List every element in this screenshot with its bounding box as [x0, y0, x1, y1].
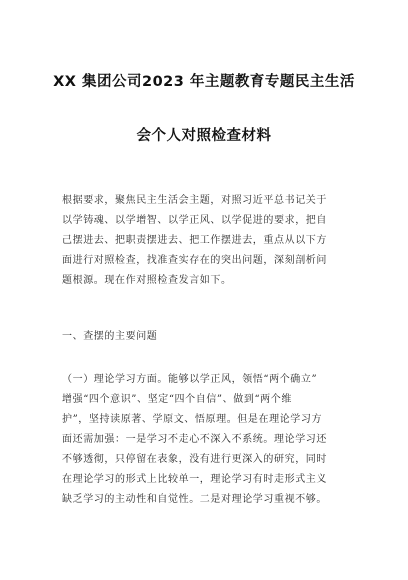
intro-line: 己摆进去、把职责摆进去、把工作摆进去，重点从以下方 [62, 235, 327, 246]
section1-line: 面还需加强：一是学习不走心不深入不系统。理论学习还 [62, 434, 327, 445]
intro-line: 题根源。现在作对照检查发言如下。 [62, 275, 232, 286]
intro-line: 根据要求，聚焦民主生活会主题，对照习近平总书记关于 [62, 195, 327, 206]
intro-line: 面进行对照检查，找准查实存在的突出问题，深刻剖析问 [62, 255, 327, 266]
intro-line: 以学铸魂、以学增智、以学正风、以学促进的要求，把自 [62, 215, 327, 226]
intro-paragraph [62, 191, 354, 291]
section1-line: 缺乏学习的主动性和自觉性。二是对理论学习重视不够。 [62, 494, 327, 505]
document-title-line-2: 会个人对照检查材料 [136, 128, 272, 144]
section1-line: 增强“四个意识”、坚定“四个自信”、做到“两个维 [62, 394, 292, 405]
section1-line: 不够透彻，只停留在表象，没有进行更深入的研究，同时 [62, 454, 327, 465]
section1-paragraph [62, 370, 354, 510]
document-title-line-1: XX 集团公司2023 年主题教育专题民主生活 [53, 74, 355, 90]
section1-line: （一）理论学习方面。能够以学正风，领悟“两个确立” [62, 374, 318, 385]
section1-line: 护”，坚持读原著、学原文、悟原理。但是在理论学习方 [62, 414, 323, 425]
section-heading: 一、查摆的主要问题 [62, 331, 158, 342]
section1-line: 在理论学习的形式上比较单一，理论学习有时走形式主义 [62, 474, 327, 485]
